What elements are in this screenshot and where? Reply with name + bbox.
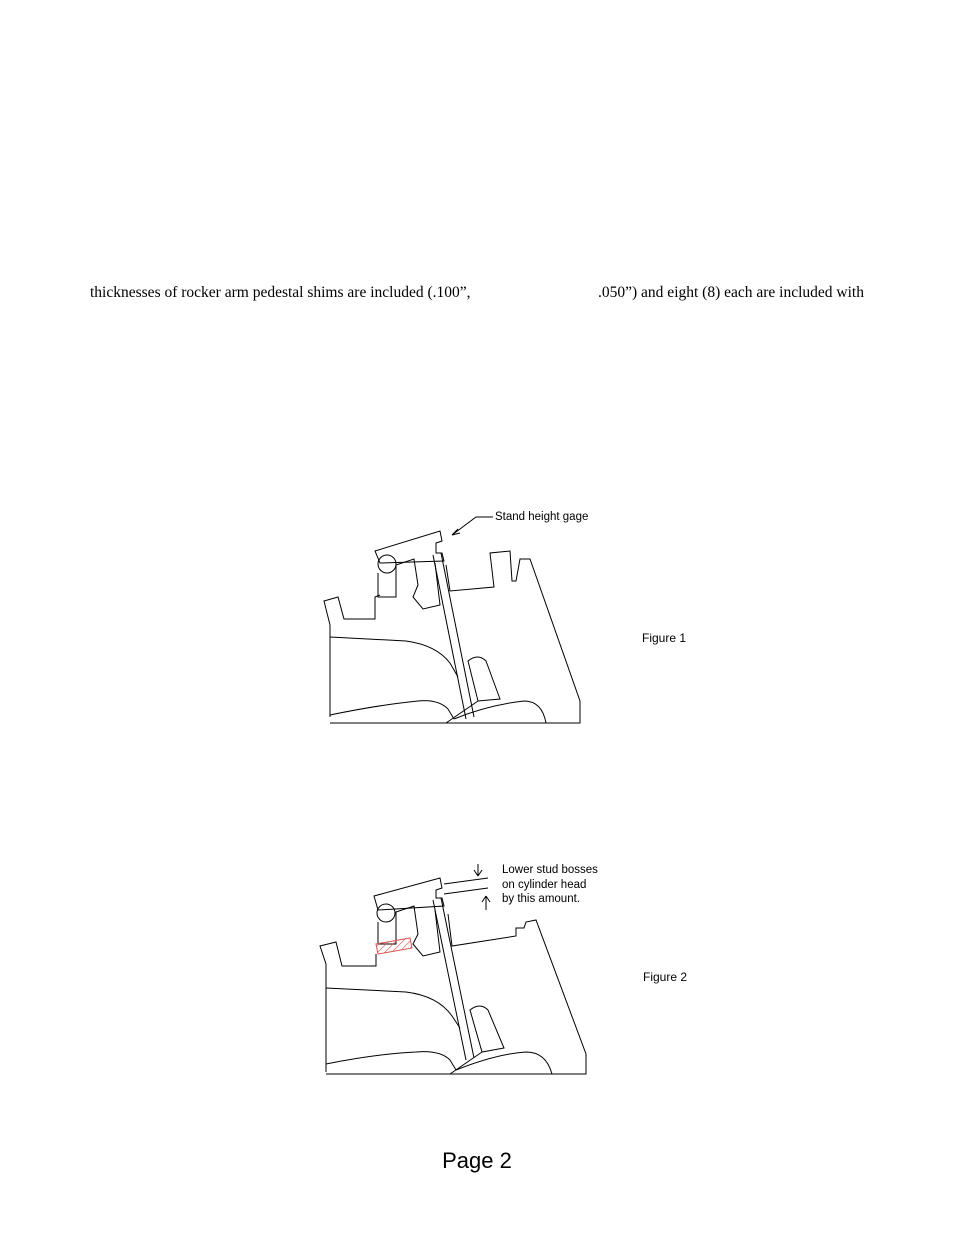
figure-2-callout <box>502 863 598 907</box>
body-text-line <box>90 284 864 302</box>
figure-2-label: Figure 2 <box>643 970 688 984</box>
figure-1-drawing <box>318 505 687 730</box>
callout-line-1: Lower stud bosses <box>502 864 598 876</box>
figure-1-label: Figure 1 <box>642 631 687 645</box>
figure-1-callout: Stand height gage <box>495 511 589 523</box>
text-fragment-1: thicknesses of rocker arm pedestal shims are included (.100”, <box>90 284 471 301</box>
page-number: Page 2 <box>442 1148 512 1173</box>
callout-line-3: by this amount. <box>502 893 580 905</box>
callout-line-2: on cylinder head <box>502 878 587 891</box>
figure-2-drawing <box>316 858 688 1080</box>
text-fragment-2: .050”) and eight (8) each are included with <box>598 284 864 301</box>
